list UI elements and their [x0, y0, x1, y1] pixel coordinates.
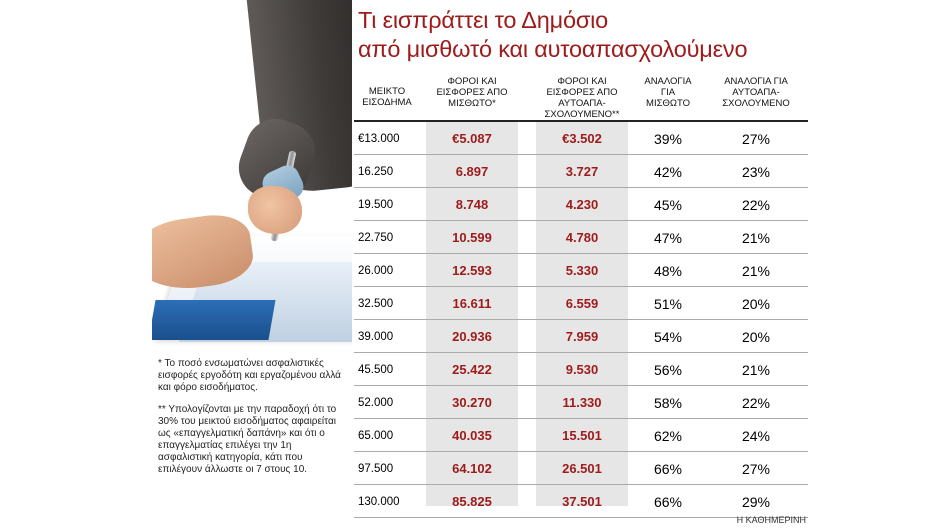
employee-ratio-cell: 42% — [653, 164, 683, 180]
table-row — [354, 155, 808, 188]
employee-ratio-cell: 48% — [653, 263, 683, 279]
selfemployed-tax-cell: 11.330 — [562, 395, 602, 410]
income-cell: 65.000 — [358, 430, 394, 442]
header-employee-ratio: ΑΝΑΛΟΓΙΑ ΓΙΑ ΜΙΣΘΩΤΟ — [644, 76, 692, 109]
employee-tax-cell: 85.825 — [452, 494, 492, 509]
footnotes — [158, 358, 346, 486]
selfemployed-ratio-cell: 20% — [741, 296, 771, 312]
selfemployed-tax-cell: 3.727 — [565, 164, 599, 179]
selfemployed-ratio-cell: 21% — [741, 263, 771, 279]
infographic — [152, 0, 810, 529]
selfemployed-tax-cell: €3.502 — [562, 131, 602, 146]
selfemployed-tax-cell: 26.501 — [562, 461, 602, 476]
table-row — [354, 353, 808, 386]
employee-ratio-cell: 47% — [653, 230, 683, 246]
footnote-employee: * Το ποσό ενσωματώνει ασφαλιστικές εισφορές εργοδότη και εργαζομένου αλλά και φόρο εισοδήματος. — [158, 358, 341, 393]
employee-tax-cell: 10.599 — [452, 230, 492, 245]
selfemployed-ratio-cell: 23% — [741, 164, 771, 180]
table-row — [354, 452, 808, 485]
blue-folder — [152, 300, 276, 340]
employee-tax-cell: 40.035 — [452, 428, 492, 443]
table-row — [354, 122, 808, 155]
selfemployed-ratio-cell: 22% — [741, 197, 771, 213]
selfemployed-ratio-cell: 24% — [741, 428, 771, 444]
header-employee-tax: ΦΟΡΟΙ ΚΑΙ ΕΙΣΦΟΡΕΣ ΑΠΟ ΜΙΣΘΩΤΟ* — [436, 76, 508, 109]
table-header — [354, 72, 808, 122]
employee-tax-cell: 8.748 — [455, 197, 489, 212]
income-cell: 52.000 — [358, 397, 394, 409]
employee-ratio-cell: 39% — [653, 131, 683, 147]
employee-tax-cell: 16.611 — [452, 296, 492, 311]
employee-ratio-cell: 58% — [653, 395, 683, 411]
footnote-selfemployed: ** Υπολογίζονται με την παραδοχή ότι το 30% του μεικτού εισοδήματος αφαιρείται ως «επαγγελματική δαπάνη» και ότι ο επαγγελματίας επιλέγει την 1η ασφαλιστική κατηγορία, κάτι που επιλέγουν άλλωστε οι 7 στους 10. — [158, 404, 337, 475]
employee-tax-cell: 30.270 — [452, 395, 492, 410]
selfemployed-ratio-cell: 27% — [741, 461, 771, 477]
table-row — [354, 386, 808, 419]
employee-tax-cell: €5.087 — [452, 131, 492, 146]
selfemployed-tax-cell: 6.559 — [565, 296, 599, 311]
employee-ratio-cell: 51% — [653, 296, 683, 312]
header-selfemployed-tax: ΦΟΡΟΙ ΚΑΙ ΕΙΣΦΟΡΕΣ ΑΠΟ ΑΥΤΟΑΠΑ- ΣΧΟΛΟΥΜΕΝΟ** — [544, 76, 620, 120]
employee-ratio-cell: 56% — [653, 362, 683, 378]
income-cell: 130.000 — [358, 496, 400, 508]
writing-hand — [248, 186, 302, 234]
income-cell: 19.500 — [358, 199, 394, 211]
header-selfemployed-ratio: ΑΝΑΛΟΓΙΑ ΓΙΑ ΑΥΤΟΑΠΑ- ΣΧΟΛΟΥΜΕΝΟ — [722, 76, 790, 109]
table-row — [354, 320, 808, 353]
tax-table — [354, 72, 808, 518]
employee-tax-cell: 6.897 — [455, 164, 489, 179]
selfemployed-ratio-cell: 21% — [741, 362, 771, 378]
page-title — [358, 6, 806, 64]
employee-tax-cell: 25.422 — [452, 362, 492, 377]
table-row — [354, 419, 808, 452]
table-row — [354, 221, 808, 254]
title-line-2: από μισθωτό και αυτοαπασχολούμενο — [358, 36, 748, 62]
selfemployed-tax-cell: 15.501 — [562, 428, 602, 443]
income-cell: 39.000 — [358, 331, 394, 343]
selfemployed-ratio-cell: 22% — [741, 395, 771, 411]
employee-tax-cell: 12.593 — [452, 263, 492, 278]
table-row — [354, 287, 808, 320]
income-cell: 26.000 — [358, 265, 394, 277]
selfemployed-tax-cell: 5.330 — [565, 263, 599, 278]
publisher-credit: Η ΚΑΘΗΜΕΡΙΝΗ — [736, 515, 806, 525]
selfemployed-tax-cell: 37.501 — [562, 494, 602, 509]
table-row — [354, 254, 808, 287]
selfemployed-ratio-cell: 27% — [741, 131, 771, 147]
selfemployed-tax-cell: 4.230 — [565, 197, 599, 212]
income-cell: 16.250 — [358, 166, 394, 178]
employee-ratio-cell: 62% — [653, 428, 683, 444]
selfemployed-tax-cell: 4.780 — [565, 230, 599, 245]
selfemployed-tax-cell: 9.530 — [565, 362, 599, 377]
income-cell: 45.500 — [358, 364, 394, 376]
employee-tax-cell: 20.936 — [452, 329, 492, 344]
selfemployed-ratio-cell: 21% — [741, 230, 771, 246]
selfemployed-ratio-cell: 29% — [741, 494, 771, 510]
selfemployed-ratio-cell: 20% — [741, 329, 771, 345]
income-cell: 22.750 — [358, 232, 394, 244]
income-cell: €13.000 — [358, 133, 400, 145]
employee-ratio-cell: 54% — [653, 329, 683, 345]
title-line-1: Τι εισπράττει το Δημόσιο — [358, 7, 609, 33]
employee-tax-cell: 64.102 — [452, 461, 492, 476]
businessman-signing-illustration — [152, 0, 352, 352]
employee-ratio-cell: 66% — [653, 461, 683, 477]
income-cell: 32.500 — [358, 298, 394, 310]
table-body — [354, 122, 808, 518]
income-cell: 97.500 — [358, 463, 394, 475]
table-row — [354, 485, 808, 518]
table-row — [354, 188, 808, 221]
header-income: ΜΕΙΚΤΟ ΕΙΣΟΔΗΜΑ — [362, 86, 412, 108]
employee-ratio-cell: 66% — [653, 494, 683, 510]
employee-ratio-cell: 45% — [653, 197, 683, 213]
selfemployed-tax-cell: 7.959 — [565, 329, 599, 344]
